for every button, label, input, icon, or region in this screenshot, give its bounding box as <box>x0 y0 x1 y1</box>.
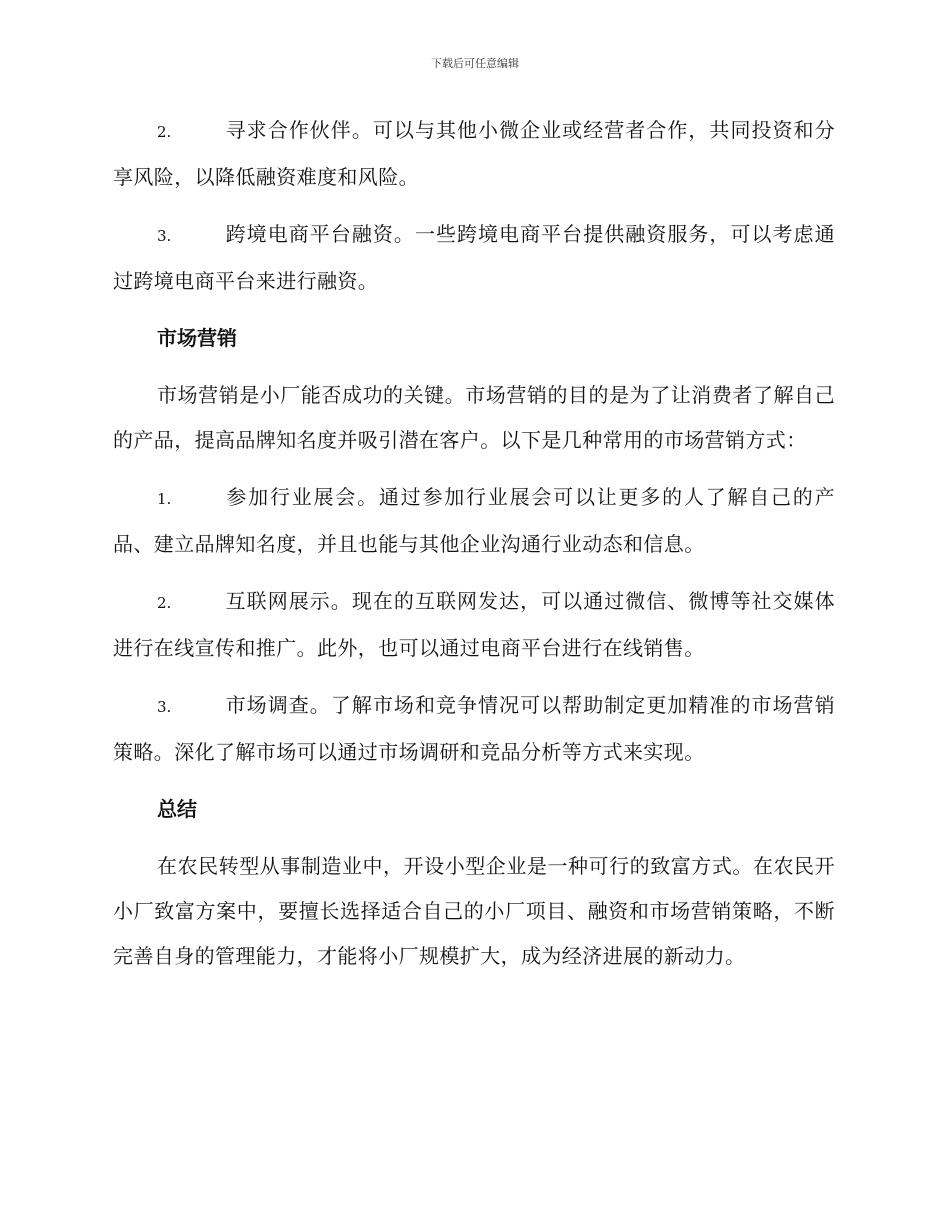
list-item-text: 寻求合作伙伴。可以与其他小微企业或经营者合作，共同投资和分享风险，以降低融资难度和风险。 <box>113 118 835 189</box>
list-number: 1. <box>157 490 172 508</box>
list-number: 3. <box>157 227 172 245</box>
section-heading-summary: 总结 <box>157 797 197 821</box>
list-item-text: 跨境电商平台融资。一些跨境电商平台提供融资服务，可以考虑通过跨境电商平台来进行融资。 <box>113 222 835 293</box>
list-item <box>113 579 835 671</box>
section-heading-marketing: 市场营销 <box>157 326 237 350</box>
list-item-text: 互联网展示。现在的互联网发达，可以通过微信、微博等社交媒体进行在线宣传和推广。此外，也可以通过电商平台进行在线销售。 <box>113 589 835 660</box>
list-number: 2. <box>157 123 172 141</box>
page-header-note: 下载后可任意编辑 <box>431 57 519 70</box>
summary-paragraph: 在农民转型从事制造业中，开设小型企业是一种可行的致富方式。在农民开小厂致富方案中，要擅长选择适合自己的小厂项目、融资和市场营销策略，不断完善自身的管理能力，才能将小厂规模扩大，成为经济进展的新动力。 <box>113 854 835 968</box>
list-item <box>113 212 835 304</box>
list-item <box>113 475 835 567</box>
list-item <box>113 108 835 200</box>
list-number: 2. <box>157 594 172 612</box>
document-body <box>113 108 835 991</box>
list-number: 3. <box>157 698 172 716</box>
list-item-text: 市场调查。了解市场和竞争情况可以帮助制定更加精准的市场营销策略。深化了解市场可以通过市场调研和竞品分析等方式来实现。 <box>113 693 835 764</box>
marketing-intro-paragraph: 市场营销是小厂能否成功的关键。市场营销的目的是为了让消费者了解自己的产品，提高品牌知名度并吸引潜在客户。以下是几种常用的市场营销方式： <box>113 383 835 452</box>
list-item-text: 参加行业展会。通过参加行业展会可以让更多的人了解自己的产品、建立品牌知名度，并且也能与其他企业沟通行业动态和信息。 <box>113 485 835 556</box>
list-item <box>113 683 835 775</box>
